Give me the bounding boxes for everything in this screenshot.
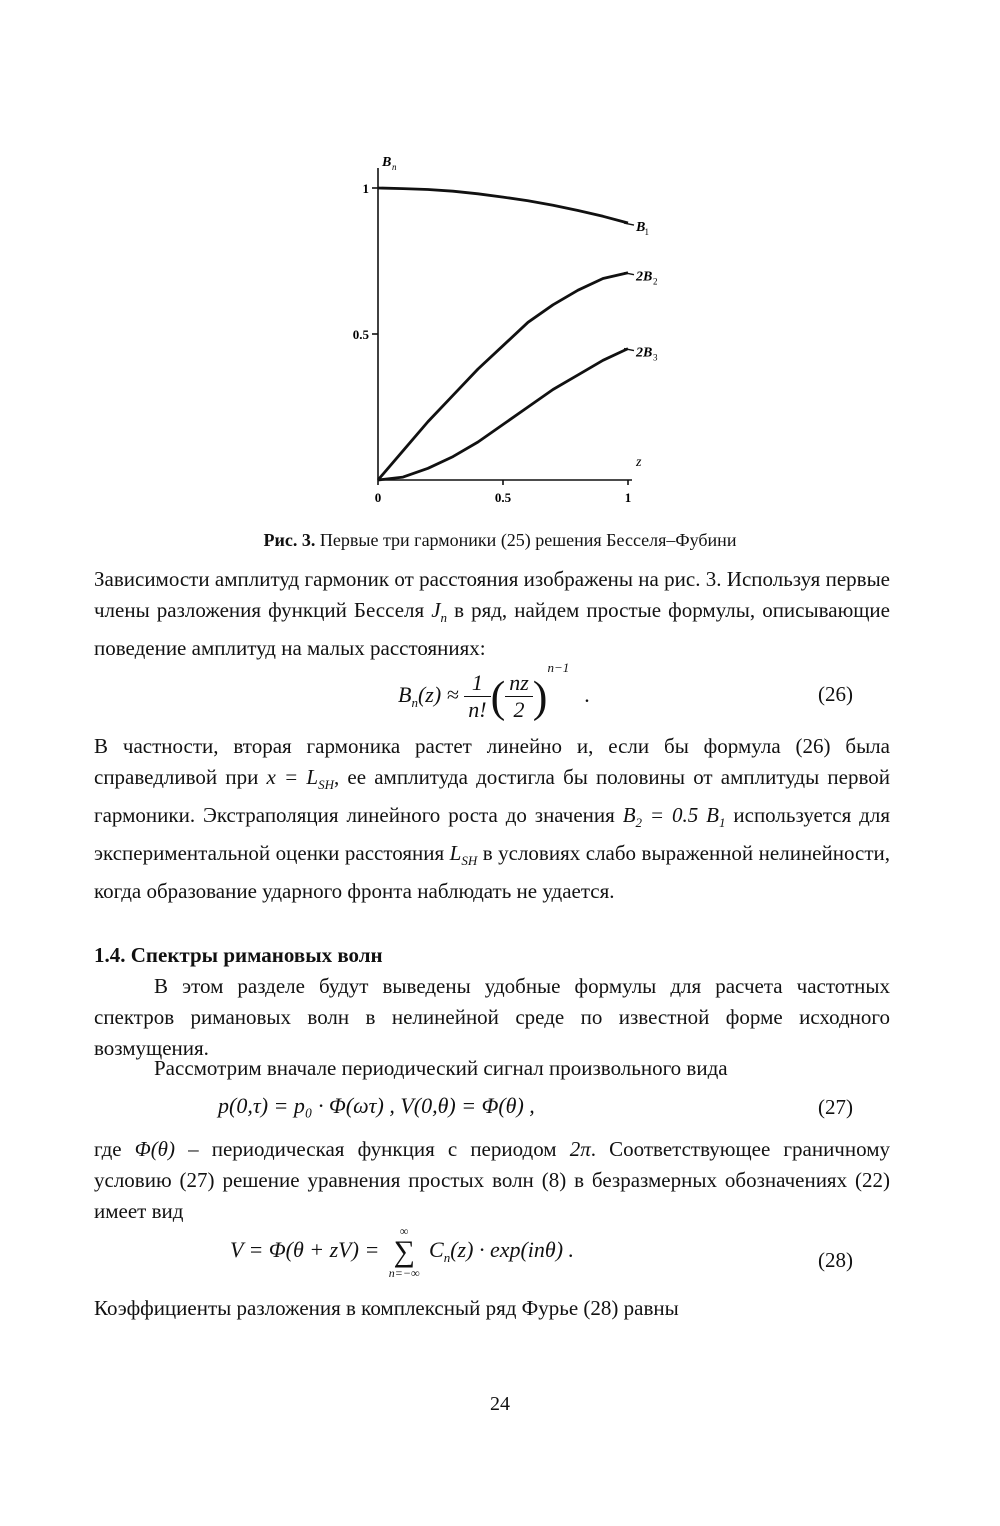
paragraph-3 [94, 1134, 890, 1227]
b2-symbol: B [622, 803, 636, 827]
x-eq-lsh-sub: SH [318, 777, 334, 792]
series-label-sub-B1: 1 [644, 227, 649, 238]
series-label-2B2: 2B [636, 269, 653, 285]
para2-text-d: в условиях слабо выраженной нелинейности, когда образование ударного фронта наблюдать не удается. [94, 841, 890, 903]
paragraph-1 [94, 564, 890, 664]
section-paragraph-2: Рассмотрим вначале периодический сигнал произвольного вида [154, 1056, 728, 1080]
lsh-sub: SH [461, 853, 478, 868]
x-axis-label: z [636, 455, 642, 470]
period-2pi: 2π [569, 1137, 591, 1161]
equation-26: $B_n(z)$ ≈ $\frac{1}{n!}$ ( $\frac{nz}{2}$ )$^{n-1}$ . [398, 660, 591, 723]
equation-28 [230, 1225, 574, 1279]
y-axis-label-sub: n [392, 162, 397, 172]
bessel-j: J [431, 598, 441, 622]
para2-text-b: , ее амплитуда достигла бы половины от амплитуды первой гармоники. Экстраполяция линейного роста до значения [94, 765, 890, 827]
sum-lower: n=−∞ [388, 1266, 420, 1280]
eq28-lhs: V = Φ(θ + zV) = [230, 1237, 380, 1263]
bessel-j-sub: n [440, 610, 448, 625]
chart-axes [372, 168, 632, 485]
caption-label: Рис. 3. [263, 530, 316, 550]
eq26-arg: (z) ≈ [417, 682, 459, 707]
b2-sub: 2 [635, 815, 643, 830]
section-paragraph-1: В этом разделе будут выведены удобные формулы для расчета частотных спектров римановых волн в нелинейной среде по известной форме исходного возмущения. [94, 974, 890, 1060]
x-eq-lsh: x = L [266, 765, 319, 789]
eq28-c: C [429, 1237, 444, 1263]
phi-theta: Φ(θ) [134, 1137, 175, 1161]
series-label-2B3: 2B [636, 345, 653, 361]
eq26-lhs-sub: n [411, 695, 418, 710]
eq26-den2: 2 [513, 697, 525, 723]
sum-upper: ∞ [399, 1224, 409, 1238]
eq26-num2: nz [505, 670, 533, 697]
caption-text: Первые три гармоники (25) решения Бесселя–Фубини [315, 530, 737, 550]
eq28-sum [389, 1225, 420, 1279]
para2-text-c: используется для экспериментальной оценки расстояния [94, 803, 890, 865]
figure-caption [0, 530, 1000, 551]
paragraph-2 [94, 731, 890, 907]
chart-series [378, 188, 634, 480]
para1-text-a: Зависимости амплитуд гармоник от расстояния изображены на рис. 3. Используя первые члены разложения функций Бесселя [94, 567, 890, 622]
eq26-power: n−1 [547, 660, 570, 675]
lsh-symbol: L [449, 841, 462, 865]
sum-sign: ∑ [393, 1235, 415, 1268]
eq26-den1: n! [468, 697, 487, 723]
eq28-rhs: (z) · exp(inθ) . [450, 1237, 575, 1263]
series-leader-B1 [624, 223, 634, 225]
para3-text-a: где [94, 1137, 135, 1161]
section-heading: 1.4. Спектры римановых волн [94, 943, 383, 967]
series-B1 [378, 188, 628, 223]
series-label-B1: B [636, 220, 646, 236]
eq26-frac1 [464, 670, 490, 723]
equation-26-number: (26) [818, 682, 853, 706]
x-tick-label: 0 [374, 490, 382, 505]
para2-text-a: В частности, вторая гармоника растет линейно и, если бы формула (26) была справедливой при [94, 734, 890, 789]
series-label-sub-2B2: 2 [653, 276, 658, 287]
series-2B2 [378, 273, 628, 480]
equation-28-number: (28) [818, 1248, 853, 1272]
para3-text-b: – периодическая функция с периодом [175, 1137, 570, 1161]
chart-labels [353, 155, 658, 505]
y-axis-label: B [382, 155, 392, 170]
x-tick-label: 0.5 [494, 490, 512, 505]
paragraph-4: Коэффициенты разложения в комплексный ряд Фурье (28) равны [94, 1296, 679, 1320]
series-label-sub-2B3: 3 [653, 352, 658, 363]
eq26-num1: 1 [464, 670, 490, 697]
eq26-tail: . [584, 682, 591, 707]
b1-sub: 1 [718, 815, 726, 830]
eq26-frac2 [505, 670, 533, 723]
eq28-c-sub: n [443, 1250, 451, 1266]
y-tick-label: 0.5 [352, 327, 369, 342]
page-number: 24 [490, 1393, 510, 1415]
b2-mid: = 0.5 B [642, 803, 719, 827]
harmonics-chart [330, 150, 690, 520]
equation-27: p(0,τ) = p₀ · Φ(ωτ) , V(0,θ) = Φ(θ) , [218, 1093, 535, 1118]
para1-text-b: в ряд, найдем простые формулы, описывающие поведение амплитуд на малых расстояниях: [94, 598, 890, 660]
series-2B3 [378, 349, 628, 480]
x-tick-label: 1 [624, 490, 632, 505]
eq26-lhs: B [398, 682, 412, 707]
y-tick-label: 1 [362, 181, 369, 196]
para3-text-c: . Соответствующее граничному условию (27) решение уравнения простых волн (8) в безразмерных обозначениях (22) имеет вид [94, 1137, 890, 1223]
equation-27-number: (27) [818, 1095, 853, 1119]
